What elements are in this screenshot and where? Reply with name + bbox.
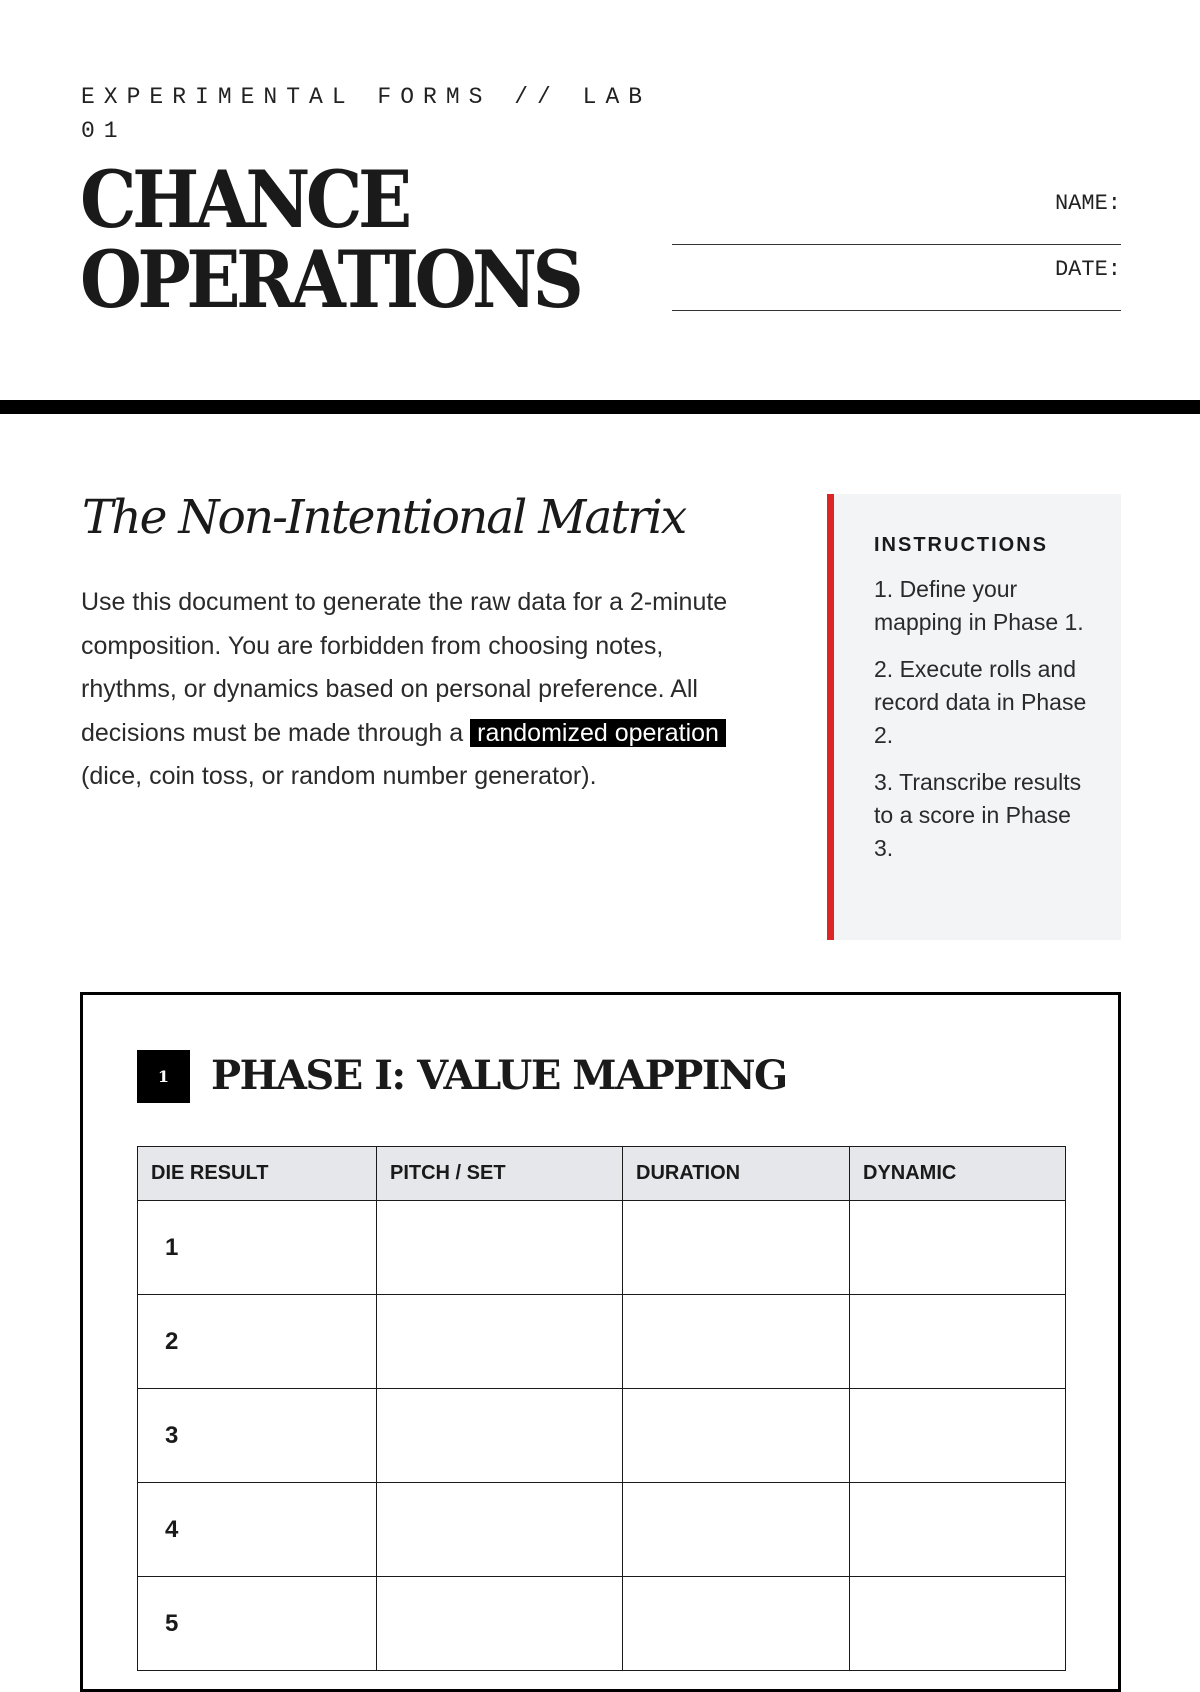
instruction-step: 1. Define your mapping in Phase 1.	[874, 576, 1084, 635]
die-result-cell: 5	[138, 1577, 377, 1671]
instruction-step: 2. Execute rolls and record data in Phase 2.	[874, 656, 1087, 748]
column-header-pitch-set: PITCH / SET	[377, 1147, 623, 1201]
duration-cell[interactable]	[623, 1295, 850, 1389]
table-row	[138, 1295, 1066, 1389]
table-row	[138, 1389, 1066, 1483]
page-title-line-1: CHANCE	[80, 153, 408, 246]
page-title-line-2: OPERATIONS	[80, 233, 580, 326]
intro-text-after: (dice, coin toss, or random number generator).	[81, 762, 597, 790]
pitch-set-cell[interactable]	[377, 1295, 623, 1389]
duration-cell[interactable]	[623, 1201, 850, 1295]
duration-cell[interactable]	[623, 1483, 850, 1577]
name-field-line[interactable]	[672, 244, 1121, 245]
phase-1-section	[80, 992, 1121, 1692]
table-row	[138, 1201, 1066, 1295]
phase-title: PHASE I: VALUE MAPPING	[211, 1052, 787, 1099]
die-result-cell: 4	[138, 1483, 377, 1577]
table-row	[138, 1577, 1066, 1671]
instructions-heading: INSTRUCTIONS	[874, 534, 1048, 556]
die-result-cell: 1	[138, 1201, 377, 1295]
header-divider	[0, 400, 1200, 414]
die-result-cell: 2	[138, 1295, 377, 1389]
column-header-dynamic: DYNAMIC	[850, 1147, 1066, 1201]
dynamic-cell[interactable]	[850, 1483, 1066, 1577]
dynamic-cell[interactable]	[850, 1577, 1066, 1671]
intro-paragraph	[81, 581, 761, 799]
column-header-duration: DURATION	[623, 1147, 850, 1201]
phase-number-badge: 1	[137, 1050, 190, 1103]
dynamic-cell[interactable]	[850, 1201, 1066, 1295]
pitch-set-cell[interactable]	[377, 1389, 623, 1483]
page-title	[80, 153, 580, 326]
pitch-set-cell[interactable]	[377, 1201, 623, 1295]
duration-cell[interactable]	[623, 1389, 850, 1483]
intro-text-before: Use this document to generate the raw data for a 2-minute composition. You are forbidden from choosing notes, rhythms, or dynamics based on personal preference. All decisions must be made through a	[81, 588, 728, 747]
section-subtitle: The Non-Intentional Matrix	[82, 490, 686, 545]
name-field-label: NAME:	[1054, 191, 1121, 216]
instruction-step: 3. Transcribe results to a score in Phase 3.	[874, 769, 1082, 861]
date-field-line[interactable]	[672, 310, 1121, 311]
table-row	[138, 1483, 1066, 1577]
date-field-label: DATE:	[1054, 257, 1121, 282]
die-result-cell: 3	[138, 1389, 377, 1483]
eyebrow-label: EXPERIMENTAL FORMS // LAB 01	[81, 84, 652, 144]
value-mapping-table	[137, 1146, 1066, 1671]
highlighted-term: randomized operation	[470, 719, 726, 747]
dynamic-cell[interactable]	[850, 1295, 1066, 1389]
duration-cell[interactable]	[623, 1577, 850, 1671]
instructions-panel	[827, 494, 1121, 940]
pitch-set-cell[interactable]	[377, 1577, 623, 1671]
column-header-die-result: DIE RESULT	[138, 1147, 377, 1201]
table-header-row	[138, 1147, 1066, 1201]
dynamic-cell[interactable]	[850, 1389, 1066, 1483]
pitch-set-cell[interactable]	[377, 1483, 623, 1577]
